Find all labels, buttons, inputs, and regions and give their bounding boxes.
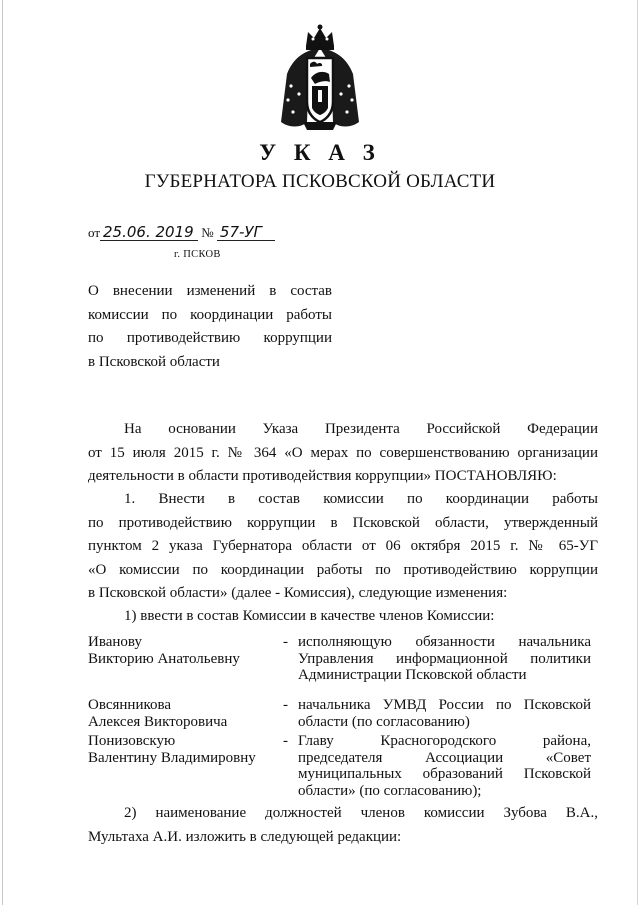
member-name (88, 733, 278, 766)
body-line: пунктом 2 указа Губернатора области от 06 октября 2015 г. № 65-УГ (88, 538, 598, 554)
subject-line: в Псковской области (88, 353, 220, 370)
member-name (88, 634, 278, 667)
position-line: области» (по согласованию); (298, 782, 482, 799)
paragraph-item-2 (88, 802, 598, 849)
member-surname: Овсянникова (88, 697, 172, 713)
position-line: муниципальных образований Псковской (298, 766, 591, 782)
position-line: Главу Красногородского района, (298, 733, 591, 749)
member-surname: Понизовскую (88, 733, 176, 749)
position-line: Управления информационной политики (298, 650, 591, 667)
member-dash: - (283, 733, 288, 749)
number-label: № (201, 225, 214, 240)
body-line: по противодействию коррупции в Псковской области, утвержденный (88, 514, 598, 531)
subject-line: по противодействию коррупции (88, 330, 332, 346)
document-title: У К А З (259, 140, 381, 165)
city-label: г. ПСКОВ (174, 249, 221, 260)
member-given-names: Валентину Владимировну (88, 749, 256, 766)
member-surname: Иванову (88, 634, 142, 650)
member-given-names: Викторию Анатольевну (88, 650, 240, 667)
position-line: области (по согласованию) (298, 713, 470, 730)
member-dash: - (283, 697, 288, 713)
body-line: Мультаха А.И. изложить в следующей редакции: (88, 828, 402, 845)
paragraph-add-members: 1) ввести в состав Комиссии в качестве членов Комиссии: (124, 608, 495, 624)
member-name (88, 697, 278, 730)
scan-edge-left (2, 0, 3, 905)
body-line: деятельности в области противодействия коррупции» ПОСТАНОВЛЯЮ: (88, 468, 557, 484)
body-line: «О комиссии по координации работы по противодействию коррупции (88, 561, 598, 578)
member-position (298, 697, 591, 730)
paragraph-basis (88, 418, 598, 489)
member-position (298, 634, 591, 684)
member-position (298, 733, 591, 799)
member-dash: - (283, 634, 288, 650)
body-line: от 15 июля 2015 г. № 364 «О мерах по совершенствованию организации (88, 444, 598, 461)
subject-line: комиссии по координации работы (88, 306, 332, 323)
subject-line: О внесении изменений в состав (88, 283, 332, 299)
body-line: 1. Внести в состав комиссии по координации работы (124, 491, 598, 507)
position-line: начальника УМВД России по Псковской (298, 697, 591, 713)
body-line: 2) наименование должностей членов комиссии Зубова В.А., (124, 805, 598, 821)
document-issuer: ГУБЕРНАТОРА ПСКОВСКОЙ ОБЛАСТИ (144, 171, 496, 192)
position-line: исполняющую обязанности начальника (298, 634, 591, 650)
handwritten-date: 25.06. 2019 (100, 224, 198, 241)
date-number-line (88, 224, 275, 241)
document-subject (88, 280, 332, 374)
body-line: На основании Указа Президента Российской Федерации (124, 421, 598, 437)
coat-of-arms-emblem (279, 24, 361, 134)
date-prefix: от (88, 225, 101, 240)
position-line: председателя Ассоциации «Совет (298, 749, 591, 766)
scan-edge-right (637, 0, 638, 905)
member-given-names: Алексея Викторовича (88, 713, 228, 730)
handwritten-number: 57-УГ (217, 224, 275, 241)
paragraph-item-1 (88, 488, 598, 606)
position-line: Администрации Псковской области (298, 667, 527, 683)
body-line: в Псковской области» (далее - Комиссия), следующие изменения: (88, 585, 508, 601)
